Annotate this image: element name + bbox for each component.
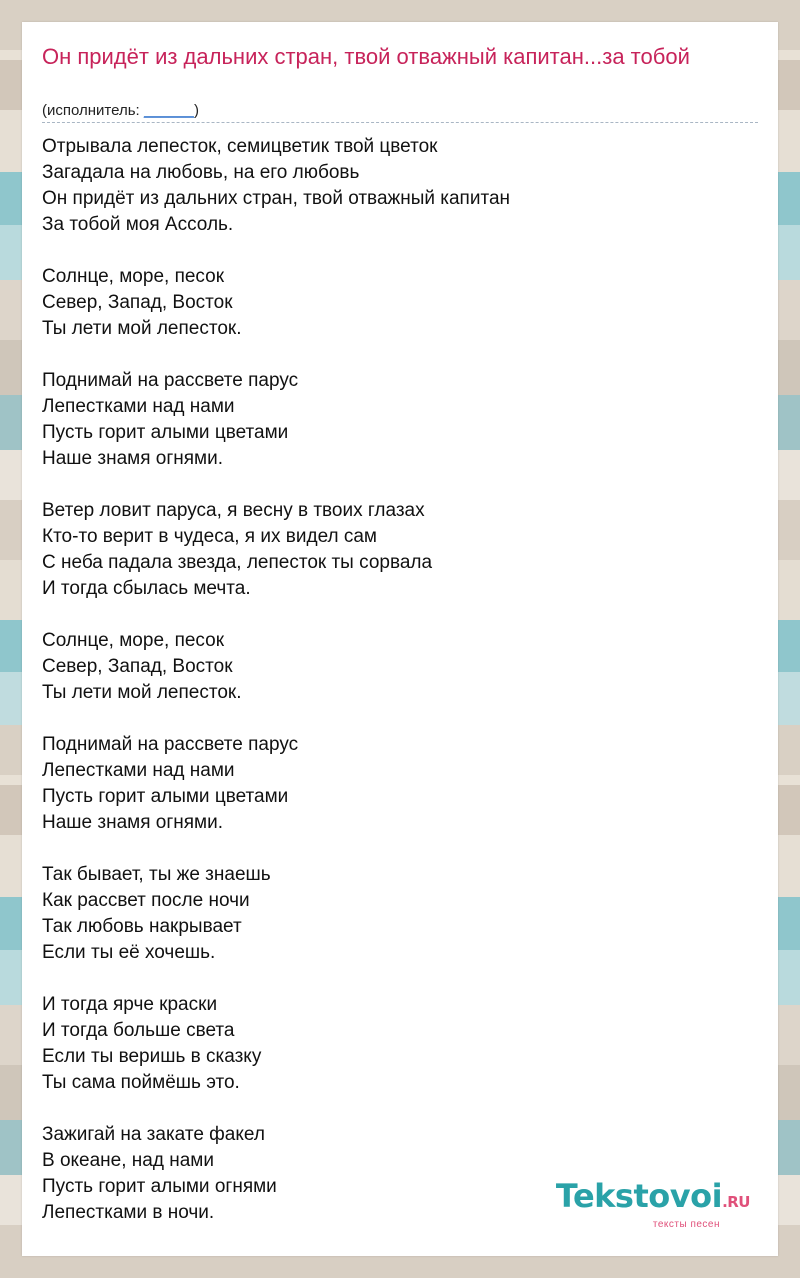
page-title: Он придёт из дальних стран, твой отважный капитан...за тобой <box>42 44 690 69</box>
lyric-line: И тогда сбылась мечта. <box>42 578 251 599</box>
lyric-line: Солнце, море, песок <box>42 266 225 287</box>
lyric-line: И тогда ярче краски <box>42 994 218 1015</box>
stanza <box>42 992 742 1096</box>
lyric-line: Так любовь накрывает <box>42 916 242 937</box>
lyric-line: Загадала на любовь, на его любовь <box>42 162 360 183</box>
lyric-line: Север, Запад, Восток <box>42 656 233 677</box>
logo-name: Tekstovoi <box>555 1177 723 1215</box>
lyric-line: Отрывала лепесток, семицветик твой цветок <box>42 136 438 157</box>
stanza <box>42 732 742 836</box>
lyric-line: Ты лети мой лепесток. <box>42 682 242 703</box>
lyric-line: Если ты веришь в сказку <box>42 1046 262 1067</box>
lyric-line: Солнце, море, песок <box>42 630 225 651</box>
lyric-line: Лепестками в ночи. <box>42 1202 215 1223</box>
divider <box>42 122 758 123</box>
stanza <box>42 862 742 966</box>
site-logo[interactable] <box>556 1179 750 1230</box>
stanza <box>42 264 742 342</box>
lyrics-card <box>22 22 778 1256</box>
lyric-line: Как рассвет после ночи <box>42 890 250 911</box>
lyric-line: Север, Запад, Восток <box>42 292 233 313</box>
lyric-line: Пусть горит алыми огнями <box>42 1176 277 1197</box>
lyric-line: Лепестками над нами <box>42 396 235 417</box>
stanza <box>42 628 742 706</box>
lyric-line: Пусть горит алыми цветами <box>42 422 289 443</box>
artist-link[interactable]: ______ <box>143 102 194 119</box>
lyric-line: За тобой моя Ассоль. <box>42 214 234 235</box>
lyric-line: В океане, над нами <box>42 1150 214 1171</box>
lyric-line: Ты сама поймёшь это. <box>42 1072 240 1093</box>
lyric-line: Он придёт из дальних стран, твой отважный капитан <box>42 188 511 209</box>
artist-prefix: (исполнитель: <box>42 102 144 119</box>
lyric-line: Ветер ловит паруса, я весну в твоих глазах <box>42 500 425 521</box>
lyric-line: Наше знамя огнями. <box>42 448 224 469</box>
lyric-line: Зажигай на закате факел <box>42 1124 265 1145</box>
lyric-line: Так бывает, ты же знаешь <box>42 864 271 885</box>
stanza <box>42 134 742 238</box>
stanza <box>42 498 742 602</box>
lyrics-body <box>42 134 742 1252</box>
lyric-line: Пусть горит алыми цветами <box>42 786 289 807</box>
lyric-line: И тогда больше света <box>42 1020 235 1041</box>
lyric-line: Если ты её хочешь. <box>42 942 216 963</box>
stanza <box>42 368 742 472</box>
logo-tld: .RU <box>722 1193 750 1211</box>
lyric-line: Кто-то верит в чудеса, я их видел сам <box>42 526 377 547</box>
lyric-line: Ты лети мой лепесток. <box>42 318 242 339</box>
lyric-line: С неба падала звезда, лепесток ты сорвала <box>42 552 433 573</box>
artist-line <box>42 102 199 120</box>
logo-tagline: тексты песен <box>652 1219 720 1230</box>
lyric-line: Лепестками над нами <box>42 760 235 781</box>
lyric-line: Поднимай на рассвете парус <box>42 370 299 391</box>
lyric-line: Наше знамя огнями. <box>42 812 224 833</box>
logo-wordmark[interactable] <box>556 1179 750 1219</box>
lyric-line: Поднимай на рассвете парус <box>42 734 299 755</box>
artist-suffix: ) <box>193 102 199 119</box>
